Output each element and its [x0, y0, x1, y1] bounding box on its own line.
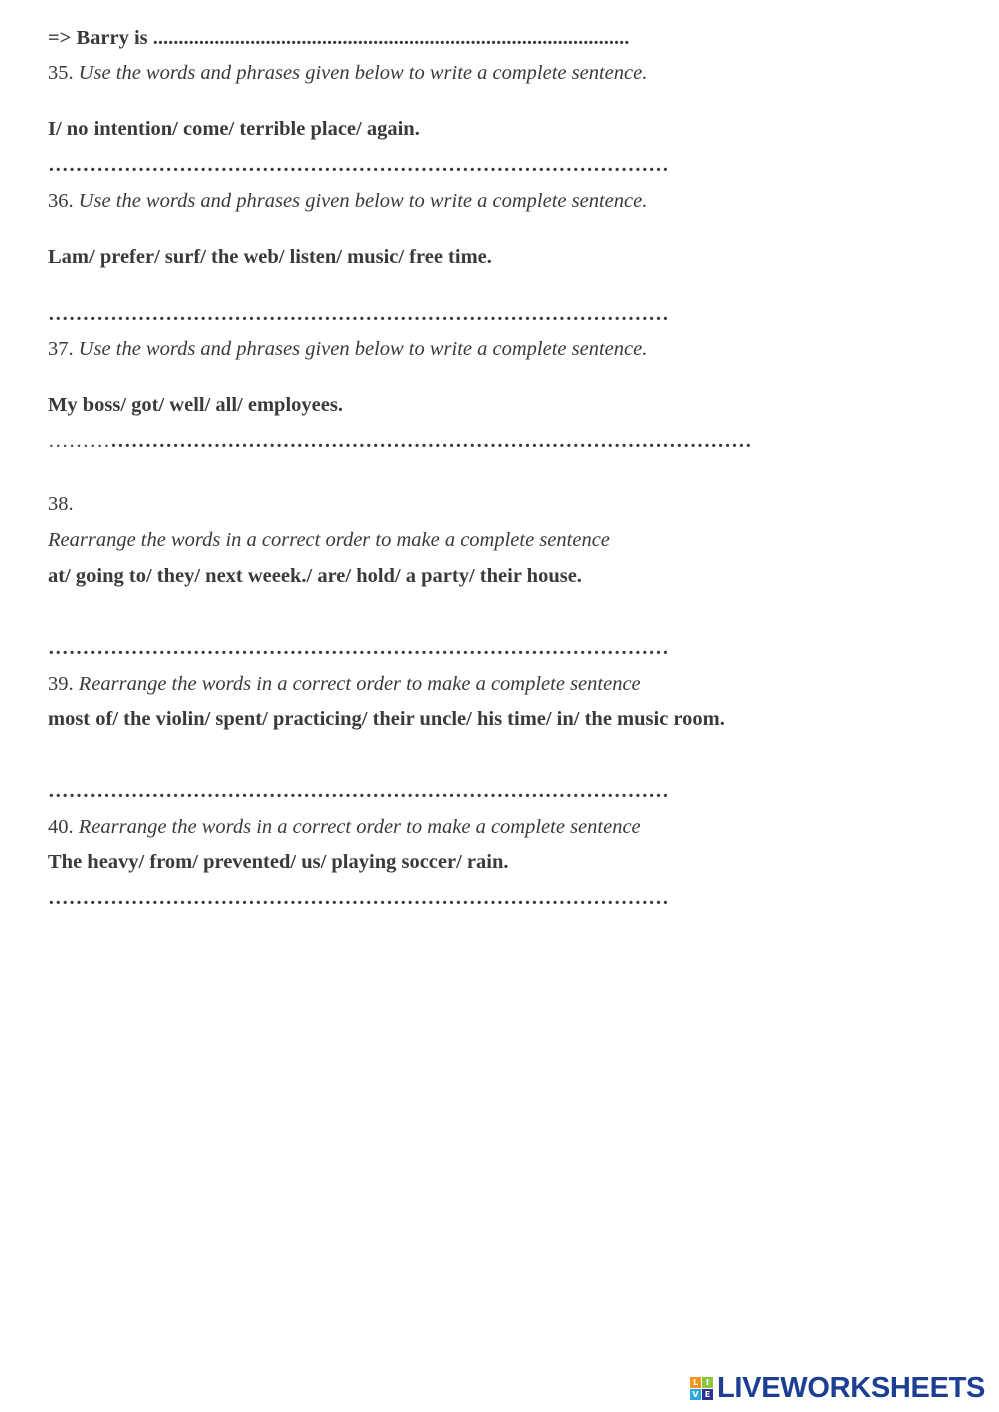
question-39-prompt: most of/ the violin/ spent/ practicing/ their uncle/ his time/ in/ the music room.	[48, 708, 725, 730]
question-36-prompt: Lam/ prefer/ surf/ the web/ listen/ music/ free time.	[48, 246, 492, 268]
question-37-number: 37.	[48, 338, 74, 360]
question-38-number: 38.	[48, 493, 74, 515]
question-35-prompt: I/ no intention/ come/ terrible place/ again.	[48, 118, 420, 140]
question-37-prompt: My boss/ got/ well/ all/ employees.	[48, 394, 343, 416]
question-35-number: 35.	[48, 62, 74, 84]
question-40-instruction-text: Rearrange the words in a correct order to make a complete sentence	[78, 816, 641, 838]
question-37-instruction	[48, 337, 647, 361]
question-38-prompt: at/ going to/ they/ next weeek./ are/ hold/ a party/ their house.	[48, 565, 582, 587]
question-37-answer-line[interactable]	[48, 429, 752, 453]
question-40-instruction	[48, 815, 641, 839]
question-35-answer-line[interactable]: ………………………………………………………………………………	[48, 154, 669, 176]
question-38-answer-line[interactable]: ………………………………………………………………………………	[48, 637, 669, 659]
question-35-instruction	[48, 61, 647, 85]
question-36-number: 36.	[48, 190, 74, 212]
question-40-answer-line[interactable]: ………………………………………………………………………………	[48, 887, 669, 909]
barry-answer-line[interactable]: => Barry is .............................................................................................	[48, 27, 630, 49]
question-39-answer-line[interactable]: ………………………………………………………………………………	[48, 780, 669, 802]
question-39-instruction-text: Rearrange the words in a correct order to make a complete sentence	[78, 673, 641, 695]
logo-mark-icon: L I V E	[690, 1377, 713, 1400]
question-39-number: 39.	[48, 673, 74, 695]
question-36-answer-line[interactable]: ………………………………………………………………………………	[48, 303, 669, 325]
question-39-instruction	[48, 672, 641, 696]
question-37-answer-lead: ………	[48, 430, 111, 452]
question-37-instruction-text: Use the words and phrases given below to write a complete sentence.	[78, 338, 648, 360]
logo-text: LIVEWORKSHEETS	[717, 1372, 986, 1404]
question-36-instruction	[48, 189, 647, 213]
question-37-answer-dots: …………………………………………………………………………………	[110, 430, 752, 452]
question-40-prompt: The heavy/ from/ prevented/ us/ playing soccer/ rain.	[48, 851, 509, 873]
question-40-number: 40.	[48, 816, 74, 838]
question-36-instruction-text: Use the words and phrases given below to write a complete sentence.	[78, 190, 648, 212]
question-38-instruction-text: Rearrange the words in a correct order to make a complete sentence	[48, 529, 610, 551]
liveworksheets-logo	[690, 1372, 985, 1404]
question-35-instruction-text: Use the words and phrases given below to write a complete sentence.	[78, 62, 648, 84]
